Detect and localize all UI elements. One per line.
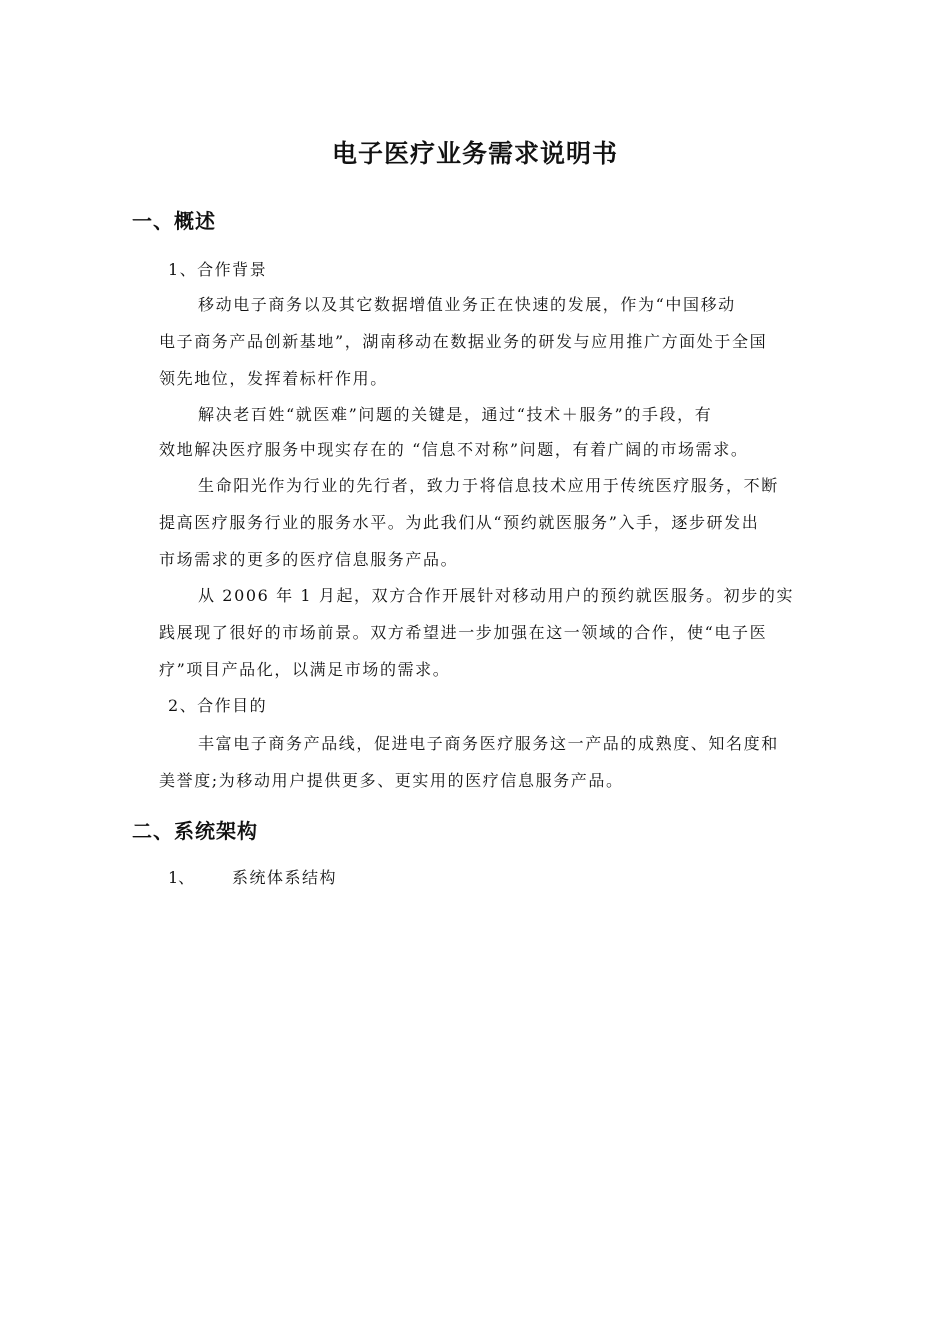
paragraph-line: 效地解决医疗服务中现实存在的 “信息不对称”问题，有着广阔的市场需求。 <box>159 440 749 459</box>
subsection-heading-background: 1、合作背景 <box>168 260 268 279</box>
paragraph-line: 解决老百姓“就医难”问题的关键是，通过“技术＋服务”的手段，有 <box>198 405 713 424</box>
paragraph-line: 市场需求的更多的医疗信息服务产品。 <box>159 550 459 569</box>
subsection-heading-purpose: 2、合作目的 <box>168 696 268 715</box>
paragraph-line: 提高医疗服务行业的服务水平。为此我们从“预约就医服务”入手，逐步研发出 <box>159 513 760 532</box>
paragraph-line: 从 2006 年 1 月起，双方合作开展针对移动用户的预约就医服务。初步的实 <box>198 586 795 605</box>
paragraph-line: 丰富电子商务产品线，促进电子商务医疗服务这一产品的成熟度、知名度和 <box>198 734 779 753</box>
section-heading-architecture: 二、系统架构 <box>132 819 258 843</box>
paragraph-line: 移动电子商务以及其它数据增值业务正在快速的发展，作为“中国移动 <box>198 295 736 314</box>
paragraph-line: 生命阳光作为行业的先行者，致力于将信息技术应用于传统医疗服务，不断 <box>198 476 779 495</box>
paragraph-line: 美誉度;为移动用户提供更多、更实用的医疗信息服务产品。 <box>159 771 624 790</box>
paragraph-line: 电子商务产品创新基地”，湖南移动在数据业务的研发与应用推广方面处于全国 <box>159 332 768 351</box>
paragraph-line: 践展现了很好的市场前景。双方希望进一步加强在这一领域的合作，使“电子医 <box>159 623 768 642</box>
paragraph-line: 领先地位，发挥着标杆作用。 <box>159 369 388 388</box>
paragraph-line: 疗”项目产品化，以满足市场的需求。 <box>159 660 451 679</box>
subsection-number: 1、 <box>168 868 195 887</box>
section-heading-overview: 一、概述 <box>132 209 216 233</box>
subsection-heading-system-structure: 系统体系结构 <box>232 868 338 887</box>
document-title: 电子医疗业务需求说明书 <box>331 139 618 168</box>
